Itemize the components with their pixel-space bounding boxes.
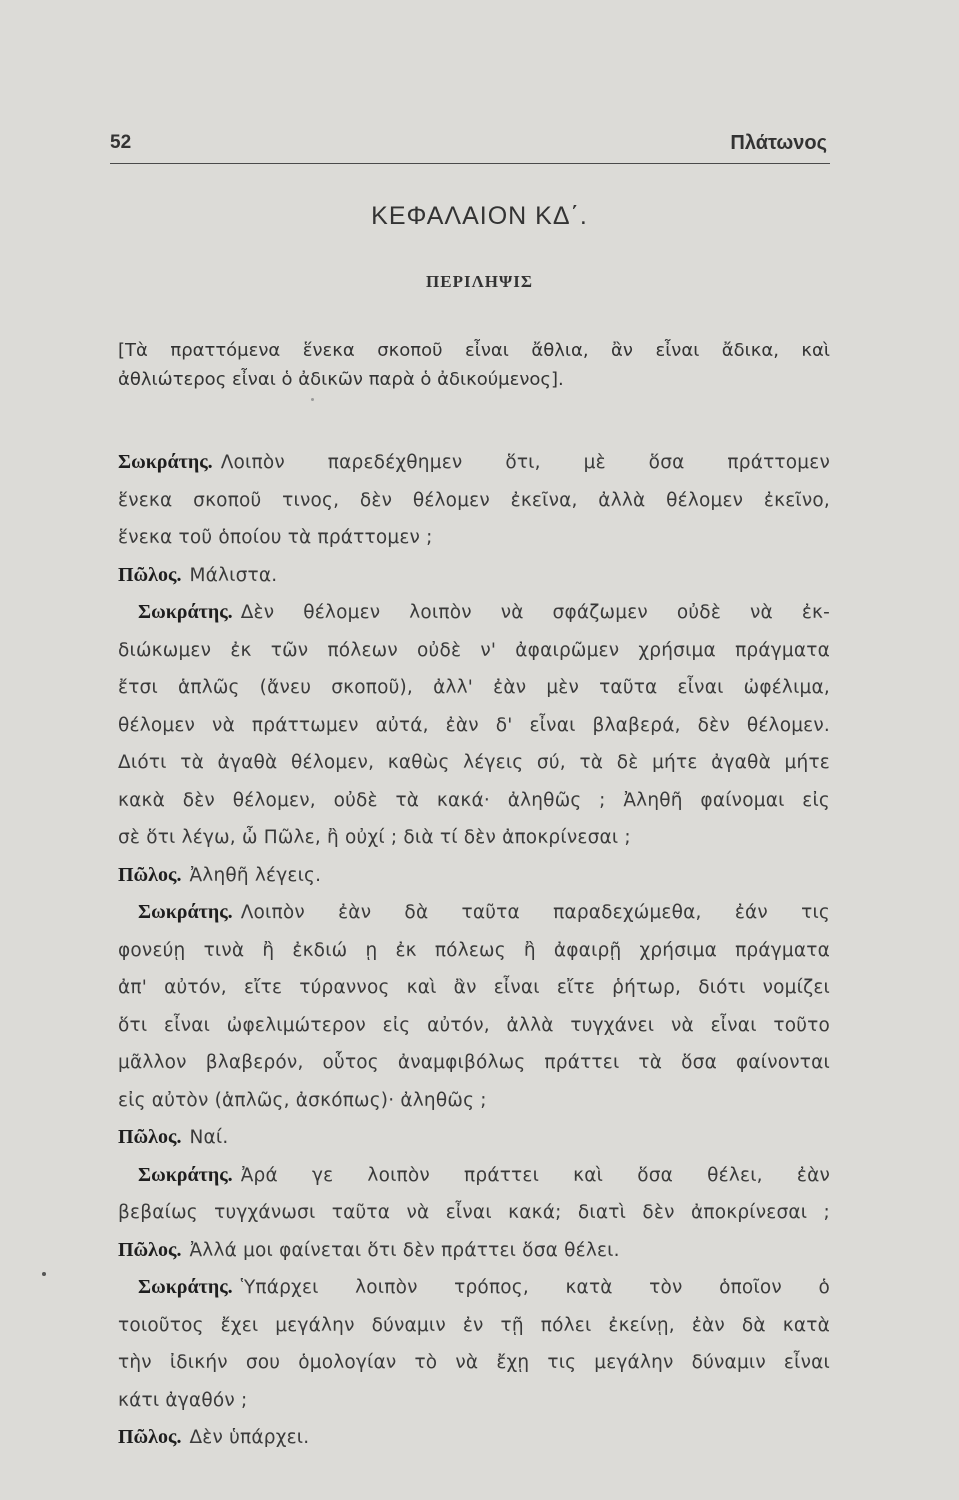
speech-text: τοιοῦτος ἔχει μεγάλην δύναμιν ἐν τῇ πόλει ἐκείνῃ, ἐὰν δὰ κατὰ (118, 1314, 830, 1336)
speech-text: εἰς αὐτὸν (ἁπλῶς, ἀσκόπως)· ἀληθῶς ; (118, 1089, 487, 1111)
speech-text: θέλομεν νὰ πράττωμεν αὐτά, ἐὰν δ' εἶναι βλαβερά, δὲν θέλομεν. (118, 714, 830, 736)
dialogue-line (118, 1382, 830, 1420)
speaker-name: Σωκράτης. (138, 901, 233, 923)
dialogue-line (118, 932, 830, 970)
speaker-name: Σωκράτης. (138, 1163, 233, 1186)
speech-text: Λοιπὸν ἐὰν δὰ ταῦτα παραδεχώμεθα, ἐάν τις (240, 902, 830, 923)
dialogue-line (118, 782, 830, 820)
speech-text: ἕνεκα τοῦ ὁποίου τὰ πράττομεν ; (118, 527, 433, 548)
dialogue-line (118, 1344, 830, 1382)
speech-text: Ἀληθῆ λέγεις. (189, 864, 322, 886)
speech-text: κάτι ἀγαθόν ; (118, 1389, 248, 1411)
dialogue-line (118, 969, 830, 1007)
speech-text: Μάλιστα. (189, 564, 278, 586)
speech-text: ἕνεκα σκοποῦ τινος, δὲν θέλομεν ἐκεῖνα, ἀλλὰ θέλομεν ἐκεῖνο, (118, 489, 830, 511)
dialogue-line (118, 1194, 830, 1232)
dialogue-line (118, 444, 830, 482)
dialogue-line (118, 1119, 830, 1157)
dialogue-line (118, 594, 830, 632)
dialogue-line (118, 857, 830, 895)
speaker-name: Σωκράτης. (138, 1276, 233, 1298)
dialogue-line (118, 557, 830, 595)
chapter-title: ΚΕΦΑΛΑΙΟΝ ΚΔ΄. (371, 202, 588, 230)
speaker-name: Σωκράτης. (118, 451, 213, 473)
speech-text: σὲ ὅτι λέγω, ὦ Πῶλε, ἢ οὐχί ; διὰ τί δὲν ἀποκρίνεσαι ; (118, 827, 631, 848)
speech-text: ἔτσι ἁπλῶς (ἄνευ σκοποῦ), ἀλλ' ἐὰν μὲν ταῦτα εἶναι ὠφέλιμα, (118, 677, 830, 698)
speaker-name: Πῶλος. (118, 1126, 182, 1148)
speech-text: φονεύῃ τινὰ ἢ ἐκδιώ ῃ ἐκ πόλεως ἢ ἀφαιρῇ χρήσιμα πράγματα (118, 939, 830, 961)
dialogue-line (118, 894, 830, 932)
speech-text: Ἀρά γε λοιπὸν πράττει καὶ ὅσα θέλει, ἐὰν (240, 1164, 830, 1186)
dialogue-line (118, 1082, 830, 1120)
speech-text: Ἀλλά μοι φαίνεται ὅτι δὲν πράττει ὅσα θέλει. (189, 1239, 620, 1261)
summary-heading: ΠΕΡΙΛΗΨΙΣ (426, 272, 533, 291)
speaker-name: Πῶλος. (118, 863, 182, 886)
speech-text: διώκωμεν ἐκ τῶν πόλεων οὐδὲ ν' ἀφαιρῶμεν χρήσιμα πράγματα (118, 639, 830, 661)
speech-text: κακὰ δὲν θέλομεν, οὐδὲ τὰ κακά· ἀληθῶς ; Ἀληθῆ φαίνομαι εἰς (118, 789, 830, 811)
summary-line: [Τὰ πραττόμενα ἕνεκα σκοποῦ εἶναι ἄθλια, ἂν εἶναι ἄδικα, καὶ (118, 340, 830, 361)
dialogue-line (118, 1007, 830, 1045)
speaker-name: Πῶλος. (118, 1426, 182, 1448)
speaker-name: Πῶλος. (118, 1238, 182, 1261)
dialogue-line (118, 1157, 830, 1195)
dialogue-line (118, 632, 830, 670)
dialogue-line (118, 519, 830, 557)
speech-text: ἀπ' αὐτόν, εἴτε τύραννος καὶ ἂν εἶναι εἴτε ῥήτωρ, διότι νομίζει (118, 977, 830, 998)
speech-text: τὴν ἰδικήν σου ὁμολογίαν τὸ νὰ ἔχῃ τις μεγάλην δύναμιν εἶναι (118, 1352, 830, 1373)
margin-mark (42, 1272, 46, 1276)
speech-text: Ναί. (189, 1127, 229, 1148)
speech-text: Δὲν θέλομεν λοιπὸν νὰ σφάζωμεν οὐδὲ νὰ ἐκ- (240, 602, 830, 623)
header-rule (110, 163, 830, 164)
dialogue-line (118, 1419, 830, 1457)
summary-line: ἀθλιώτερος εἶναι ὁ ἀδικῶν παρὰ ὁ ἀδικούμενος]. (118, 369, 564, 390)
speaker-name: Σωκράτης. (138, 601, 233, 623)
page-header (110, 132, 827, 166)
page-number: 52 (110, 132, 132, 153)
dialogue-line (118, 669, 830, 707)
dialogue-line (118, 707, 830, 745)
speech-text: Λοιπὸν παρεδέχθημεν ὅτι, μὲ ὅσα πράττομεν (220, 452, 830, 473)
dialogue-line (118, 819, 830, 857)
dialogue-text (118, 444, 830, 1457)
speech-text: Διότι τὰ ἀγαθὰ θέλομεν, καθὼς λέγεις σύ, τὰ δὲ μήτε ἀγαθὰ μήτε (118, 752, 830, 773)
chapter-summary (118, 336, 830, 394)
speech-text: βεβαίως τυγχάνωσι ταῦτα νὰ εἶναι κακά; διατὶ δὲν ἀποκρίνεσαι ; (118, 1202, 830, 1223)
dialogue-line (118, 744, 830, 782)
running-head: Πλάτωνος (730, 132, 827, 154)
dialogue-line (118, 1044, 830, 1082)
dialogue-line (118, 1307, 830, 1345)
speech-text: Ὑπάρχει λοιπὸν τρόπος, κατὰ τὸν ὁποῖον ὁ (240, 1277, 830, 1298)
print-speck (311, 398, 314, 401)
speech-text: μᾶλλον βλαβερόν, οὗτος ἀναμφιβόλως πράττει τὰ ὅσα φαίνονται (118, 1052, 830, 1073)
dialogue-line (118, 482, 830, 520)
speech-text: Δὲν ὑπάρχει. (189, 1427, 310, 1448)
dialogue-line (118, 1232, 830, 1270)
dialogue-line (118, 1269, 830, 1307)
speech-text: ὅτι εἶναι ὠφελιμώτερον εἰς αὐτόν, ἀλλὰ τυγχάνει νὰ εἶναι τοῦτο (118, 1014, 830, 1036)
speaker-name: Πῶλος. (118, 563, 182, 586)
